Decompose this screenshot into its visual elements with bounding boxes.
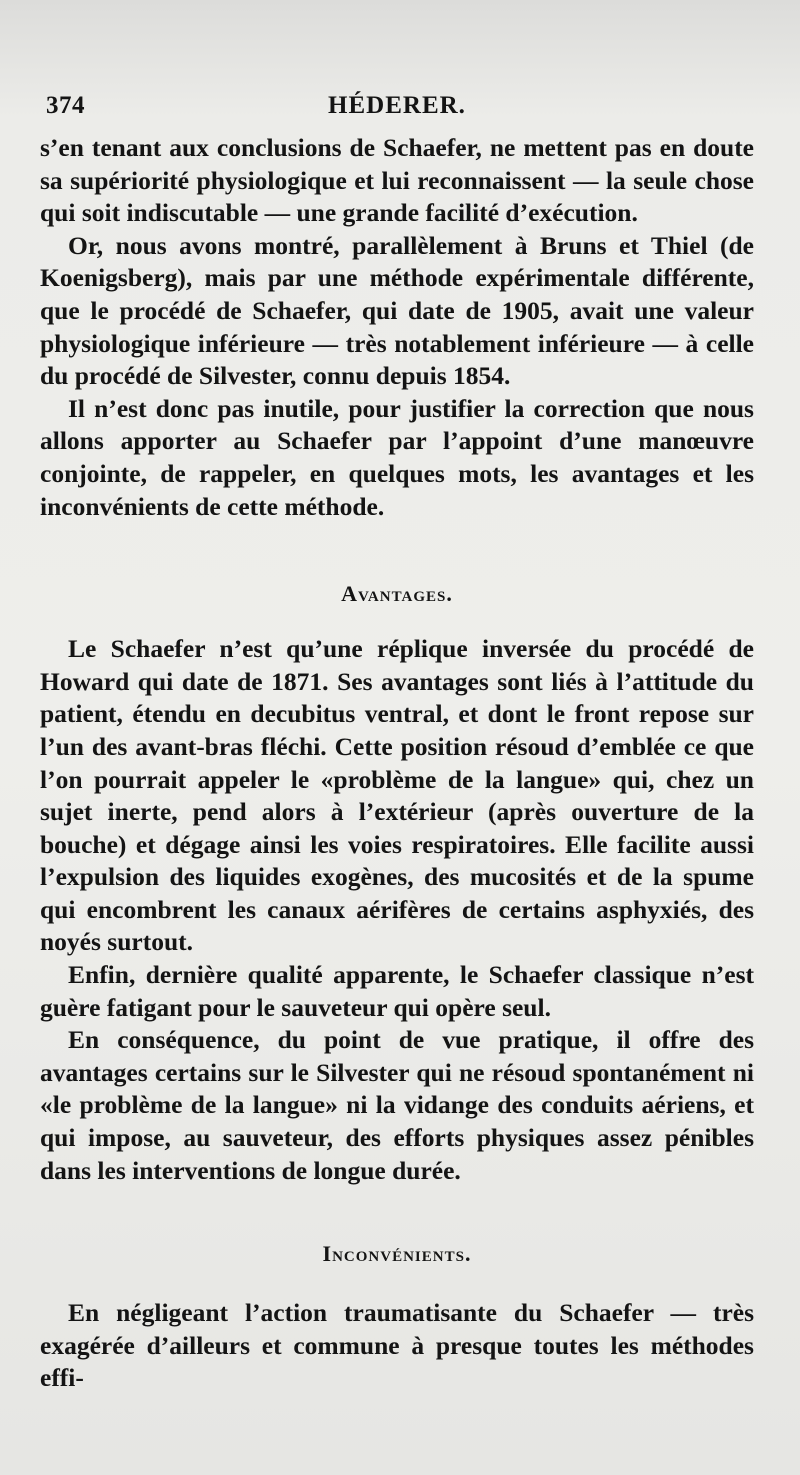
section-heading-inconvenients: Inconvénients. xyxy=(322,1241,472,1267)
paragraph-continuation: s’en tenant aux conclusions de Schaefer, ne mettent pas en doute sa supériorité physiologique et lui reconnaissent — la seule chose qui soit indiscutable — une grande facilité d’exécution. xyxy=(40,133,754,228)
paragraph: Le Schaefer n’est qu’une réplique inversée du procédé de Howard qui date de 1871. Ses avantages sont liés à l’attitude du patient, étendu en decubitus ventral, et dont le front repose sur l’un des avant-bras fléchi. Cette position résoud d’emblée ce que l’on pourrait appeler le «problème de la langue» qui, chez un sujet inerte, pend alors à l’extérieur (après ouverture de la bouche) et dégage ainsi les voies respiratoires. Elle facilite aussi l’expulsion des liquides exogènes, des mucosités et de la spume qui encombrent les canaux aérifères de certains asphyxiés, des noyés surtout. xyxy=(40,634,754,957)
paragraph: En conséquence, du point de vue pratique, il offre des avantages certains sur le Silvester qui ne résoud spontanément ni «le problème de la langue» ni la vidange des conduits aériens, et qui impose, au sauveteur, des efforts physiques assez pénibles dans les interventions de longue durée. xyxy=(40,1025,754,1185)
paragraph: Or, nous avons montré, parallèlement à Bruns et Thiel (de Koenigsberg), mais par une méthode expérimentale différente, que le procédé de Schaefer, qui date de 1905, avait une valeur physiologique inférieure — très notablement inférieure — à celle du procédé de Silvester, connu depuis 1854. xyxy=(40,230,754,391)
paragraph: Il n’est donc pas inutile, pour justifier la correction que nous allons apporter au Schaefer par l’appoint d’une manœuvre conjointe, de rappeler, en quelques mots, les avantages et les inconvénients de cette méthode. xyxy=(40,393,754,521)
paragraph: En négligeant l’action traumatisante du Schaefer — très exagérée d’ailleurs et commune à presque toutes les méthodes effi- xyxy=(40,1298,754,1393)
page-header xyxy=(40,92,754,132)
running-head: HÉDERER. xyxy=(328,92,466,119)
page-number: 374 xyxy=(46,92,85,119)
section-heading-avantages: Avantages. xyxy=(341,581,453,607)
paragraph: Enfin, dernière qualité apparente, le Schaefer classique n’est guère fatigant pour le sauveteur qui opère seul. xyxy=(40,960,754,1022)
